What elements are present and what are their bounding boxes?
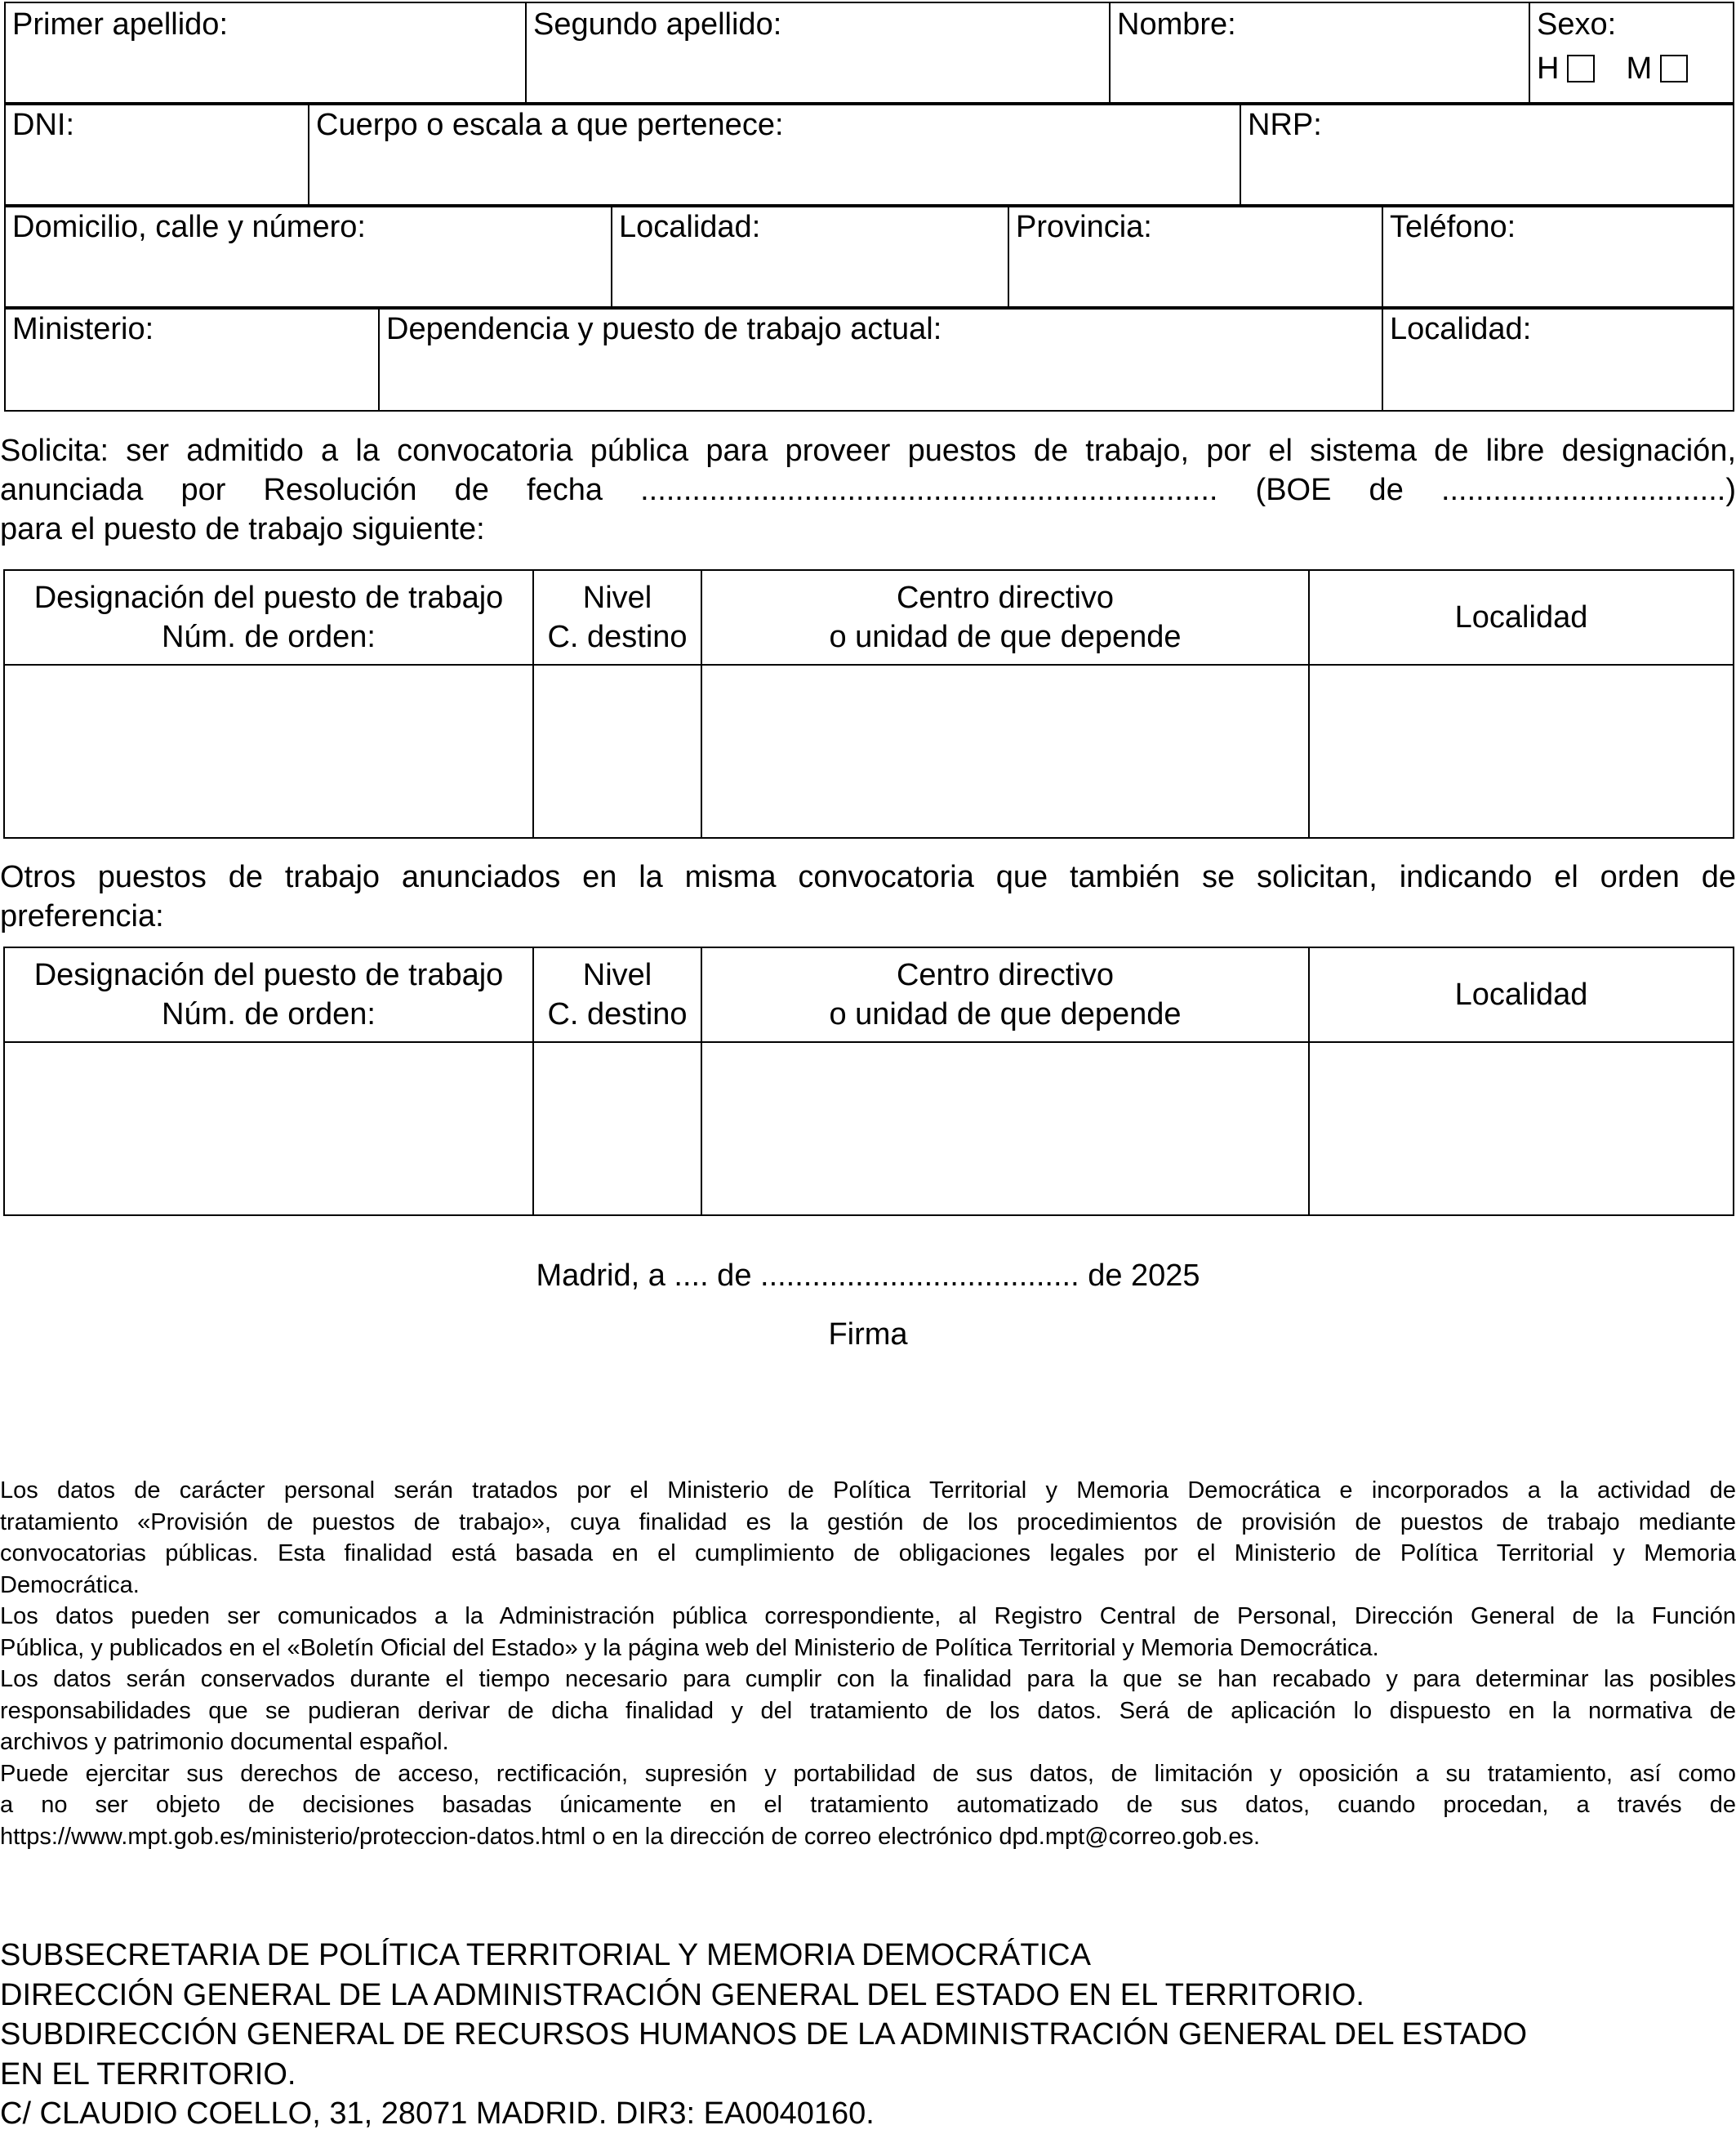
header-designacion-line-1: Designación del puesto de trabajo [33, 581, 504, 615]
personal-data-row-1 [4, 2, 1734, 105]
otros-cell-nivel[interactable] [533, 1042, 701, 1215]
header-localidad-text: Localidad [1454, 600, 1588, 635]
dni-field[interactable] [5, 103, 309, 207]
telefono-field[interactable] [1382, 205, 1734, 309]
sexo-h-checkbox[interactable] [1567, 55, 1595, 82]
provincia-field[interactable] [1008, 205, 1382, 309]
cell-nivel[interactable] [533, 665, 701, 838]
nombre-field[interactable] [1110, 2, 1529, 105]
domicilio-field[interactable] [5, 205, 612, 309]
localidad-field[interactable] [612, 205, 1008, 309]
segundo-apellido-label: Segundo apellido: [533, 7, 782, 42]
header-designacion-line-2: Núm. de orden: [162, 620, 376, 654]
footer-address [0, 1936, 1736, 2134]
telefono-label: Teléfono: [1390, 210, 1516, 244]
cell-designacion[interactable] [4, 665, 533, 838]
otros-header-nivel-line-2: C. destino [547, 997, 688, 1031]
personal-data-row-3 [4, 204, 1734, 310]
otros-line-1: Otros puestos de trabajo anunciados en la misma convocatoria que también se solicitan, indicando el orden de [0, 860, 1736, 894]
cell-localidad[interactable] [1309, 665, 1734, 838]
header-nivel-line-1: Nivel [582, 581, 652, 615]
personal-data-row-2 [4, 102, 1734, 207]
otros-header-centro-line-1: Centro directivo [896, 958, 1115, 992]
primer-apellido-field[interactable] [5, 2, 526, 105]
cell-centro[interactable] [701, 665, 1309, 838]
legal-line-7: Los datos serán conservados durante el tiempo necesario para cumplir con la finalidad para la que se han recabado y para determinar las posibles [0, 1666, 1736, 1692]
legal-line-12: https://www.mpt.gob.es/ministerio/proteccion-datos.html o en la dirección de correo electrónico dpd.mpt@correo.gob.es. [0, 1823, 1261, 1850]
primer-apellido-label: Primer apellido: [12, 7, 228, 42]
localidad-actual-field[interactable] [1382, 307, 1734, 411]
otros-cell-localidad[interactable] [1309, 1042, 1734, 1215]
legal-line-2: tratamiento «Provisión de puestos de trabajo», cuya finalidad es la gestión de los procedimientos de provisión de puestos de trabajo mediante [0, 1508, 1736, 1535]
legal-line-4: Democrática. [0, 1571, 140, 1598]
puesto-table-row [4, 665, 1734, 838]
legal-line-6: Pública, y publicados en el «Boletín Oficial del Estado» y la página web del Ministerio de Política Territorial y Memoria Democrática. [0, 1634, 1379, 1661]
otros-puestos-table [3, 947, 1734, 1216]
header-nivel-line-2: C. destino [547, 620, 688, 654]
sexo-label: Sexo: [1537, 7, 1617, 42]
footer-line-5: C/ CLAUDIO COELLO, 31, 28071 MADRID. DIR3: EA0040160. [0, 2096, 875, 2131]
footer-line-2: DIRECCIÓN GENERAL DE LA ADMINISTRACIÓN GENERAL DEL ESTADO EN EL TERRITORIO. [0, 1977, 1364, 2012]
otros-table-row [4, 1042, 1734, 1215]
localidad-label: Localidad: [619, 210, 761, 244]
nombre-label: Nombre: [1117, 7, 1236, 42]
puesto-table [3, 569, 1734, 839]
footer-line-4: EN EL TERRITORIO. [0, 2056, 296, 2092]
legal-line-1: Los datos de carácter personal serán tratados por el Ministerio de Política Territorial y Memoria Democrática e incorporados a la actividad de [0, 1477, 1736, 1504]
header-localidad [1309, 570, 1734, 665]
footer-line-1: SUBSECRETARIA DE POLÍTICA TERRITORIAL Y MEMORIA DEMOCRÁTICA [0, 1938, 1091, 1972]
sexo-h-label: H [1537, 51, 1560, 86]
header-nivel [533, 570, 701, 665]
footer-line-3: SUBDIRECCIÓN GENERAL DE RECURSOS HUMANOS DE LA ADMINISTRACIÓN GENERAL DEL ESTADO [0, 2017, 1528, 2052]
legal-line-11: a no ser objeto de decisiones basadas únicamente en el tratamiento automatizado de sus datos, cuando procedan, a través de [0, 1792, 1736, 1818]
legal-line-3: convocatorias públicas. Esta finalidad está basada en el cumplimiento de obligaciones legales por el Ministerio de Política Territorial y Memoria [0, 1540, 1736, 1566]
legal-line-9: archivos y patrimonio documental español. [0, 1729, 449, 1755]
dni-label: DNI: [12, 108, 74, 142]
legal-line-5: Los datos pueden ser comunicados a la Administración pública correspondiente, al Registro Central de Personal, Dirección General de la Función [0, 1603, 1736, 1629]
header-designacion [4, 570, 533, 665]
header-centro-line-1: Centro directivo [896, 581, 1115, 615]
data-protection-notice [0, 1475, 1736, 1852]
segundo-apellido-field[interactable] [526, 2, 1110, 105]
firma-label: Firma [828, 1317, 908, 1352]
otros-paragraph [0, 858, 1736, 936]
otros-header-centro [701, 947, 1309, 1042]
otros-header-localidad [1309, 947, 1734, 1042]
solicita-line-1: Solicita: ser admitido a la convocatoria pública para proveer puestos de trabajo, por el sistema de libre designación, [0, 434, 1736, 468]
otros-header-centro-line-2: o unidad de que depende [829, 997, 1182, 1031]
nrp-label: NRP: [1248, 108, 1322, 142]
otros-header-nivel [533, 947, 701, 1042]
dependencia-field[interactable] [379, 307, 1382, 411]
otros-header-designacion-line-1: Designación del puesto de trabajo [33, 958, 504, 992]
otros-table-header [4, 947, 1734, 1042]
solicita-paragraph [0, 431, 1736, 549]
ministerio-field[interactable] [5, 307, 379, 411]
sexo-m-checkbox[interactable] [1660, 55, 1688, 82]
header-centro [701, 570, 1309, 665]
otros-line-2: preferencia: [0, 899, 164, 933]
legal-line-10: Puede ejercitar sus derechos de acceso, rectificación, supresión y portabilidad de sus datos, de limitación y oposición a su tratamiento, así como [0, 1760, 1736, 1787]
dependencia-label: Dependencia y puesto de trabajo actual: [386, 312, 942, 346]
otros-header-designacion-line-2: Núm. de orden: [162, 997, 376, 1031]
puesto-table-header [4, 570, 1734, 665]
otros-header-nivel-line-1: Nivel [582, 958, 652, 992]
legal-line-8: responsabilidades que se pudieran derivar de dicha finalidad y del tratamiento de los datos. Será de aplicación lo dispuesto en la normativa de [0, 1697, 1736, 1724]
nrp-field[interactable] [1240, 103, 1734, 207]
sexo-m-label: M [1626, 51, 1653, 86]
personal-data-row-4 [4, 306, 1734, 412]
otros-header-localidad-text: Localidad [1454, 978, 1588, 1012]
sexo-field [1529, 2, 1734, 105]
header-centro-line-2: o unidad de que depende [829, 620, 1182, 654]
otros-cell-centro[interactable] [701, 1042, 1309, 1215]
domicilio-label: Domicilio, calle y número: [12, 210, 366, 244]
cuerpo-field[interactable] [309, 103, 1240, 207]
localidad-actual-label: Localidad: [1390, 312, 1532, 346]
date-line: Madrid, a .... de ..................................... de 2025 [536, 1259, 1200, 1293]
solicita-line-3: para el puesto de trabajo siguiente: [0, 512, 485, 546]
solicita-line-2: anunciada por Resolución de fecha ................................................................... (BOE de .................................) [0, 473, 1736, 507]
cuerpo-label: Cuerpo o escala a que pertenece: [316, 108, 784, 142]
ministerio-label: Ministerio: [12, 312, 154, 346]
provincia-label: Provincia: [1016, 210, 1152, 244]
otros-header-designacion [4, 947, 533, 1042]
otros-cell-designacion[interactable] [4, 1042, 533, 1215]
